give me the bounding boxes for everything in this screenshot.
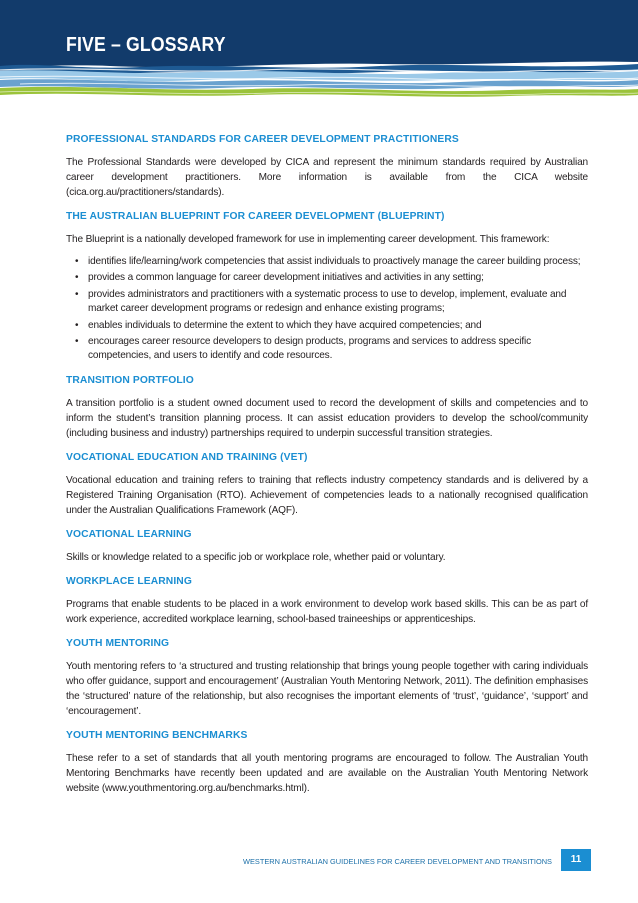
glossary-entry-transition-portfolio <box>66 374 588 441</box>
list-item-text: enables individuals to determine the extent to which they have acquired competencies; and <box>88 319 482 331</box>
bullet-icon: • <box>75 256 79 267</box>
list-item <box>66 255 588 269</box>
glossary-entry-youth-mentoring <box>66 637 588 719</box>
entry-body: The Professional Standards were developed by CICA and represent the minimum standards required by Australian career development practitioners. More information is available from the CICA website (cica.org.au/practitioners/standards). <box>66 157 588 198</box>
glossary-entry-workplace-learning <box>66 575 588 627</box>
page-title: FIVE – GLOSSARY <box>66 33 226 56</box>
entry-body: The Blueprint is a nationally developed framework for use in implementing career development. This framework: <box>66 234 550 245</box>
entry-heading: THE AUSTRALIAN BLUEPRINT FOR CAREER DEVELOPMENT (BLUEPRINT) <box>66 211 445 222</box>
list-item <box>66 288 588 317</box>
list-item <box>66 319 588 333</box>
bullet-icon: • <box>75 319 79 331</box>
bullet-icon: • <box>75 288 79 300</box>
list-item <box>66 335 588 364</box>
entry-heading: WORKPLACE LEARNING <box>66 575 192 587</box>
entry-body: Skills or knowledge related to a specific job or workplace role, whether paid or voluntary. <box>66 551 446 563</box>
entry-body: Vocational education and training refers to training that reflects industry competency standards and is delivered by a Registered Training Organisation (RTO). Achievement of competencies leads to a nationally recognised qualification under the Australian Qualifications Framework (AQF). <box>66 474 588 516</box>
entry-heading: YOUTH MENTORING BENCHMARKS <box>66 729 248 741</box>
glossary-entry-professional-standards <box>66 133 588 200</box>
entry-body: A transition portfolio is a student owned document used to record the development of skills and competencies and to inform the student’s transition planning process. It can assist education providers to develop the school/community (including business and industry) partnerships required to underpin successful transition strategies. <box>66 397 588 439</box>
entry-body: Programs that enable students to be placed in a work environment to develop work based skills. This can be as part of work experience, accredited workplace learning, school-based traineeships or apprenticeships. <box>66 598 588 625</box>
glossary-content <box>66 133 588 806</box>
entry-heading: VOCATIONAL LEARNING <box>66 528 192 540</box>
footer-running-title: WESTERN AUSTRALIAN GUIDELINES FOR CAREER DEVELOPMENT AND TRANSITIONS <box>243 857 552 866</box>
entry-heading: YOUTH MENTORING <box>66 637 170 649</box>
entry-body: These refer to a set of standards that all youth mentoring programs are encouraged to follow. The Australian Youth Mentoring Benchmarks have recently been updated and are available on the Australian Youth Mentoring Network website (www.youthmentoring.org.au/benchmarks.html). <box>66 752 588 794</box>
bullet-icon: • <box>75 272 79 284</box>
entry-heading: VOCATIONAL EDUCATION AND TRAINING (VET) <box>66 451 308 463</box>
list-item <box>66 271 588 285</box>
glossary-entry-blueprint <box>66 210 588 364</box>
blueprint-bullet-list <box>66 255 588 364</box>
list-item-text: encourages career resource developers to design products, programs and services to address specific competencies, and users to identify and code resources. <box>88 336 531 362</box>
entry-heading: TRANSITION PORTFOLIO <box>66 374 194 386</box>
entry-body: Youth mentoring refers to ‘a structured and trusting relationship that brings young people together with caring individuals who offer guidance, support and encouragement’ (Australian Youth Mentoring Network, 2011). The definition emphasises the ‘structured’ nature of the relationship, but also recognises the important elements of ‘trust’, ‘guidance’, ‘support’ and ‘encouragement’. <box>66 660 588 717</box>
list-item-text: provides administrators and practitioners with a systematic process to use to develop, implement, evaluate and market career development programs or redesign and enhance existing programs; <box>88 288 567 315</box>
header-banner <box>0 0 638 108</box>
glossary-entry-youth-mentoring-benchmarks <box>66 729 588 796</box>
glossary-entry-vet <box>66 451 588 518</box>
page-number-badge: 11 <box>561 849 591 871</box>
entry-heading: PROFESSIONAL STANDARDS FOR CAREER DEVELOPMENT PRACTITIONERS <box>66 134 459 145</box>
glossary-entry-vocational-learning <box>66 528 588 565</box>
list-item-text: provides a common language for career development initiatives and activities in any setting; <box>88 272 484 284</box>
list-item-text: identifies life/learning/work competencies that assist individuals to proactively manage the career building process; <box>88 256 581 267</box>
bullet-icon: • <box>75 336 79 348</box>
